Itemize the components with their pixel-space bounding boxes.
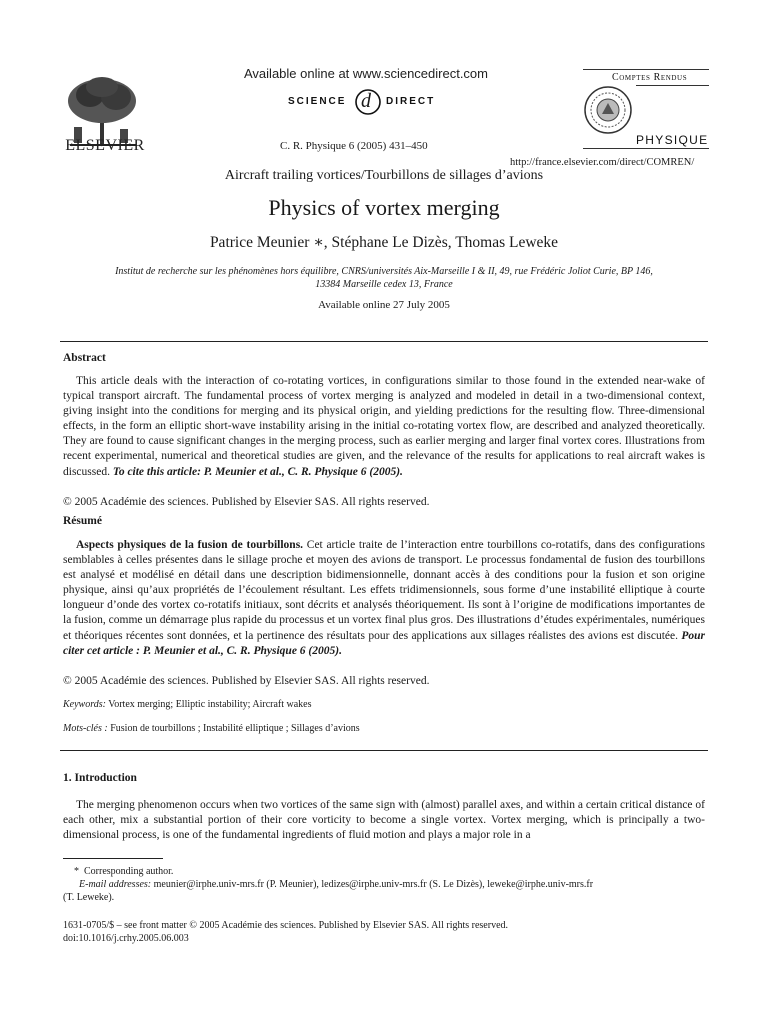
keywords-line — [63, 699, 312, 710]
sciencedirect-logo — [288, 88, 448, 116]
doi-line[interactable]: doi:10.1016/j.crhy.2005.06.003 — [63, 933, 189, 944]
cr-top-rule — [583, 69, 709, 70]
issn-line: 1631-0705/$ – see front matter © 2005 Académie des sciences. Published by Elsevier SAS. All rights reserved. — [63, 920, 509, 931]
sd-mark: d — [361, 90, 371, 112]
sd-right-word: DIRECT — [386, 96, 436, 107]
resume-heading: Résumé — [63, 515, 102, 527]
abstract-text: This article deals with the interaction of co-rotating vortices, in configurations similar to those found in the extended near-wake of typical transport aircraft. The fundamental process of vortex merging is analyzed and modeled in detail in a two-dimensional context, giving insight into the conditions for merging and its physical origin, and yielding predictions for the resulting flow. Three-dimensional effects, in the form an elliptic short-wave instability arising in the initial co-rotating vortex flow, are described and analyzed theoretically. They are found to cause significant changes in the merging process, such as earlier merging and larger final vortex cores. Illustrations from recent experimental, numerical and theoretical studies are given, and the relevance of the results for applications to real aircraft wakes is discussed. — [63, 375, 705, 478]
section-title: Aircraft trailing vortices/Tourbillons de sillages d’avions — [224, 168, 544, 183]
cr-title: Comptes Rendus — [612, 72, 688, 83]
academie-seal-icon — [583, 85, 633, 135]
motscles-value: Fusion de tourbillons ; Instabilité elliptique ; Sillages d’avions — [110, 723, 360, 734]
intro-text: The merging phenomenon occurs when two vortices of the same sign with (almost) parallel axes, and within a certain critical distance of each other, mix a substantial portion of their core vorticity to become a single vortex. Vortex merging, which is principally a two-dimensional process, is one of the fundamental ingredients of fluid motion and plays a major role in a — [63, 799, 705, 842]
cr-subtitle: PHYSIQUE — [636, 133, 709, 147]
abstract-copyright: © 2005 Académie des sciences. Published by Elsevier SAS. All rights reserved. — [63, 496, 430, 508]
author-list: Patrice Meunier ∗, Stéphane Le Dizès, Thomas Leweke — [209, 234, 559, 251]
bottom-matter — [63, 919, 508, 945]
email-addresses[interactable]: meunier@irphe.univ-mrs.fr (P. Meunier), ledizes@irphe.univ-mrs.fr (S. Le Dizès), leweke@irphe.univ-mrs.fr — [153, 879, 594, 890]
keywords-value: Vortex merging; Elliptic instability; Aircraft wakes — [108, 699, 312, 710]
footnote-rule — [63, 858, 163, 859]
journal-url-link[interactable]: http://france.elsevier.com/direct/COMREN/ — [510, 157, 695, 168]
cr-bottom-rule — [583, 148, 709, 149]
journal-reference: C. R. Physique 6 (2005) 431–450 — [280, 140, 428, 152]
email-addresses-cont: (T. Leweke). — [63, 892, 115, 903]
footnote-corresponding: Corresponding author. — [84, 866, 174, 877]
keywords-label: Keywords: — [63, 699, 106, 710]
abstract-top-rule — [60, 341, 708, 342]
sd-left-word: SCIENCE — [288, 96, 347, 107]
affiliation — [60, 265, 708, 291]
paper-title: Physics of vortex merging — [268, 195, 500, 220]
email-label: E-mail addresses: — [79, 879, 152, 890]
abstract-body — [63, 374, 705, 480]
resume-cite: Pour citer cet article : P. Meunier et al., C. R. Physique 6 (2005). — [63, 629, 705, 657]
motscles-label: Mots-clés : — [63, 723, 108, 734]
abstract-heading: Abstract — [63, 352, 106, 364]
intro-heading: 1. Introduction — [63, 772, 137, 784]
resume-lead: Aspects physiques de la fusion de tourbillons. — [76, 539, 304, 551]
publisher-name: ELSEVIER — [65, 137, 145, 154]
resume-body — [63, 538, 705, 659]
available-date: Available online 27 July 2005 — [318, 299, 450, 311]
resume-copyright: © 2005 Académie des sciences. Published by Elsevier SAS. All rights reserved. — [63, 675, 430, 687]
affiliation-line-2: 13384 Marseille cedex 13, France — [315, 279, 453, 290]
motscles-line — [63, 723, 360, 734]
affiliation-line-1: Institut de recherche sur les phénomènes hors équilibre, CNRS/universités Aix-Marseille I & II, 49, rue Frédéric Joliot Curie, BP 146, — [115, 266, 653, 277]
cr-mid-rule — [636, 85, 709, 86]
available-online-text[interactable]: Available online at www.sciencedirect.com — [244, 66, 488, 81]
intro-top-rule — [60, 750, 708, 751]
resume-text: Cet article traite de l’interaction entre tourbillons co-rotatifs, dans des configurations semblables à celles présentes dans le sillage proche et moyen des avions de transport. Le processus fondamental de fusion des tourbillons est analysé et modélisé en détail dans une description bidimensionnelle, donnant accès à des conditions pour la fusion et son origine physique, ainsi qu’aux propriétés de l’écoulement résultant. Les effets tridimensionnels, sous forme d’une instabilité elliptique à courte longueur d’onde des vortex co-rotatifs initiaux, sont décrits et analysés théoriquement. Ils sont à l’origine de modifications importantes de la fusion, comme un démarrage plus rapide du processus et un vortex final plus gros. Des illustrations d’études expérimentales, numériques et théoriques récentes sont données, et la pertinence des résultats pour des applications aux sillages réalistes des avions est discutée. — [63, 539, 706, 642]
footnote-star: * — [74, 866, 79, 877]
footnote — [63, 865, 713, 904]
abstract-cite: To cite this article: P. Meunier et al., C. R. Physique 6 (2005). — [112, 465, 403, 478]
intro-body — [63, 798, 705, 843]
